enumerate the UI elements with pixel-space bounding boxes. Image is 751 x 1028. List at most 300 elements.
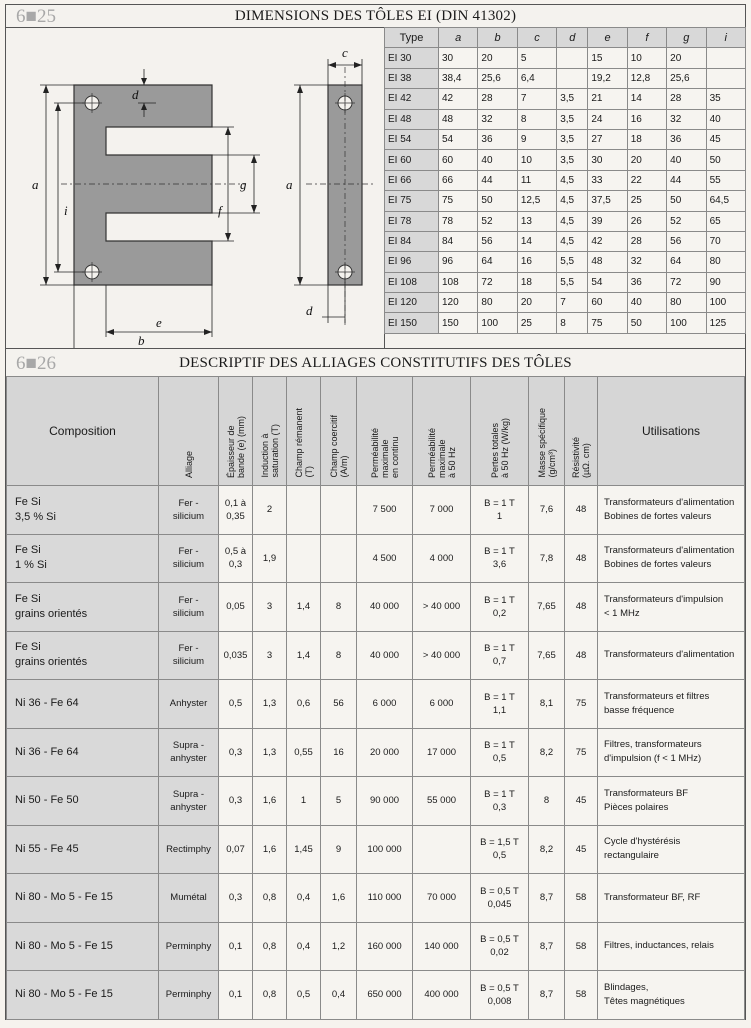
dimension-cell: 25: [517, 313, 556, 333]
dimension-cell: 25,6: [478, 68, 517, 88]
dimension-cell: 3,5: [557, 129, 588, 149]
dimension-cell: 100: [706, 293, 745, 313]
header-alliage: Alliage: [159, 377, 219, 486]
dimension-cell: 28: [667, 89, 706, 109]
utilisations-cell: Transformateurs BF Pièces polaires: [598, 777, 745, 826]
pertes-cell: B = 1 T 0,5: [471, 728, 529, 777]
epaisseur-cell: 0,5 à 0,3: [219, 534, 253, 583]
table-row: [385, 170, 746, 190]
masse-cell: 8,7: [529, 971, 565, 1020]
table-row: [385, 252, 746, 272]
masse-cell: 8,7: [529, 874, 565, 923]
dim-header-cell: c: [517, 28, 556, 48]
dimension-cell: 18: [627, 129, 666, 149]
section-number: 6■26: [16, 353, 56, 374]
dimension-cell: 11: [517, 170, 556, 190]
table-row: [7, 631, 745, 680]
dimension-cell: 48: [588, 252, 627, 272]
dimension-cell: 50: [706, 150, 745, 170]
permeabilite-50hz-cell: > 40 000: [413, 631, 471, 680]
dimension-cell: 66: [439, 170, 478, 190]
dimension-cell: 72: [478, 272, 517, 292]
header-permeabilite-continu: Perméabilité maximale en continu: [357, 377, 413, 486]
table-row: [7, 486, 745, 535]
dimension-cell: 15: [588, 48, 627, 68]
type-cell: EI 38: [385, 68, 439, 88]
dim-header-cell: e: [588, 28, 627, 48]
pertes-cell: B = 1,5 T 0,5: [471, 825, 529, 874]
epaisseur-cell: 0,3: [219, 777, 253, 826]
dim-header-cell: f: [627, 28, 666, 48]
masse-cell: 7,6: [529, 486, 565, 535]
header-champ-coercitif: Champ coercitif (A/m): [321, 377, 357, 486]
dimension-cell: 44: [667, 170, 706, 190]
header-epaisseur: Épaisseur de bande (e) (mm): [219, 377, 253, 486]
dimension-cell: 8: [517, 109, 556, 129]
table-row: [385, 293, 746, 313]
resistivite-cell: 58: [565, 971, 598, 1020]
dimension-cell: 45: [706, 129, 745, 149]
table-row: [7, 971, 745, 1020]
composition-cell: Ni 50 - Fe 50: [7, 777, 159, 826]
type-cell: EI 96: [385, 252, 439, 272]
champ-remanent-cell: 0,6: [287, 680, 321, 729]
champ-remanent-cell: 0,55: [287, 728, 321, 777]
utilisations-cell: Transformateurs d'alimentation: [598, 631, 745, 680]
permeabilite-50hz-cell: 4 000: [413, 534, 471, 583]
type-cell: EI 60: [385, 150, 439, 170]
induction-cell: 0,8: [253, 922, 287, 971]
dim-header-cell: Type: [385, 28, 439, 48]
dimension-cell: 120: [439, 293, 478, 313]
dimension-cell: 54: [588, 272, 627, 292]
table-row: [385, 272, 746, 292]
champ-remanent-cell: [287, 534, 321, 583]
champ-coercitif-cell: 1,2: [321, 922, 357, 971]
dimension-cell: 32: [667, 109, 706, 129]
dimension-cell: 60: [588, 293, 627, 313]
dim-header-cell: d: [557, 28, 588, 48]
champ-remanent-cell: 0,4: [287, 874, 321, 923]
induction-cell: 1,6: [253, 825, 287, 874]
dimensions-table: [384, 27, 746, 334]
pertes-cell: B = 0,5 T 0,008: [471, 971, 529, 1020]
dimension-cell: 6,4: [517, 68, 556, 88]
champ-coercitif-cell: 56: [321, 680, 357, 729]
dimension-cell: 36: [627, 272, 666, 292]
epaisseur-cell: 0,1: [219, 971, 253, 1020]
composition-cell: Ni 80 - Mo 5 - Fe 15: [7, 971, 159, 1020]
induction-cell: 1,3: [253, 728, 287, 777]
dim-header-cell: a: [439, 28, 478, 48]
permeabilite-50hz-cell: 55 000: [413, 777, 471, 826]
dimension-cell: 19,2: [588, 68, 627, 88]
table-row: [385, 68, 746, 88]
composition-cell: Fe Si 1 % Si: [7, 534, 159, 583]
champ-remanent-cell: [287, 486, 321, 535]
dimension-cell: 84: [439, 231, 478, 251]
dimension-cell: 20: [517, 293, 556, 313]
dimension-cell: 28: [627, 231, 666, 251]
dimension-cell: 7: [517, 89, 556, 109]
induction-cell: 2: [253, 486, 287, 535]
dimension-cell: 20: [627, 150, 666, 170]
composition-cell: Ni 55 - Fe 45: [7, 825, 159, 874]
dimension-cell: 4,5: [557, 170, 588, 190]
table-row: [385, 48, 746, 68]
permeabilite-continu-cell: 6 000: [357, 680, 413, 729]
header-utilisations: Utilisations: [598, 377, 745, 486]
champ-coercitif-cell: 1,6: [321, 874, 357, 923]
dim-header-cell: g: [667, 28, 706, 48]
dimension-cell: 4,5: [557, 231, 588, 251]
dimension-cell: 108: [439, 272, 478, 292]
dimension-cell: 55: [706, 170, 745, 190]
pertes-cell: B = 1 T 1: [471, 486, 529, 535]
label-g: g: [240, 177, 247, 192]
permeabilite-continu-cell: 100 000: [357, 825, 413, 874]
table-row: [7, 534, 745, 583]
champ-coercitif-cell: 8: [321, 583, 357, 632]
champ-remanent-cell: 0,4: [287, 922, 321, 971]
dimension-cell: 75: [439, 191, 478, 211]
dimension-cell: 50: [478, 191, 517, 211]
dimension-cell: 50: [667, 191, 706, 211]
masse-cell: 8,2: [529, 825, 565, 874]
resistivite-cell: 58: [565, 874, 598, 923]
utilisations-cell: Filtres, inductances, relais: [598, 922, 745, 971]
header-pertes: Pertes totales à 50 Hz (W/kg): [471, 377, 529, 486]
table-row: [7, 680, 745, 729]
type-cell: EI 48: [385, 109, 439, 129]
champ-coercitif-cell: [321, 486, 357, 535]
masse-cell: 8,1: [529, 680, 565, 729]
dimension-cell: 64: [667, 252, 706, 272]
dimension-cell: 40: [627, 293, 666, 313]
composition-cell: Fe Si grains orientés: [7, 583, 159, 632]
induction-cell: 1,9: [253, 534, 287, 583]
dimension-cell: 14: [627, 89, 666, 109]
section-title: DESCRIPTIF DES ALLIAGES CONSTITUTIFS DES TÔLES: [179, 354, 572, 371]
resistivite-cell: 48: [565, 583, 598, 632]
dimension-cell: 7: [557, 293, 588, 313]
induction-cell: 3: [253, 583, 287, 632]
label-b: b: [138, 333, 145, 348]
dimension-cell: 12,5: [517, 191, 556, 211]
dimension-cell: 18: [517, 272, 556, 292]
composition-cell: Ni 80 - Mo 5 - Fe 15: [7, 922, 159, 971]
table-row: [385, 89, 746, 109]
type-cell: EI 78: [385, 211, 439, 231]
section-title: DIMENSIONS DES TÔLES EI (DIN 41302): [234, 7, 517, 24]
dimension-cell: 56: [478, 231, 517, 251]
header-permeabilite-50hz: Perméabilité maximale à 50 Hz: [413, 377, 471, 486]
dimension-cell: 8: [557, 313, 588, 333]
champ-remanent-cell: 1,4: [287, 583, 321, 632]
header-composition: Composition: [7, 377, 159, 486]
alliage-cell: Perminphy: [159, 971, 219, 1020]
alliage-cell: Perminphy: [159, 922, 219, 971]
utilisations-cell: Transformateur BF, RF: [598, 874, 745, 923]
dimension-cell: 125: [706, 313, 745, 333]
induction-cell: 0,8: [253, 971, 287, 1020]
dimension-cell: 40: [667, 150, 706, 170]
utilisations-cell: Filtres, transformateurs d'impulsion (f < 1 MHz): [598, 728, 745, 777]
induction-cell: 1,6: [253, 777, 287, 826]
type-cell: EI 54: [385, 129, 439, 149]
composition-cell: Fe Si grains orientés: [7, 631, 159, 680]
dimension-cell: 64: [478, 252, 517, 272]
masse-cell: 8: [529, 777, 565, 826]
permeabilite-continu-cell: 650 000: [357, 971, 413, 1020]
dimension-cell: 10: [627, 48, 666, 68]
masse-cell: 7,65: [529, 583, 565, 632]
dimension-cell: 22: [627, 170, 666, 190]
dimension-cell: 100: [478, 313, 517, 333]
dimension-cell: 64,5: [706, 191, 745, 211]
utilisations-cell: Transformateurs d'impulsion < 1 MHz: [598, 583, 745, 632]
champ-remanent-cell: 0,5: [287, 971, 321, 1020]
epaisseur-cell: 0,035: [219, 631, 253, 680]
dimension-cell: 96: [439, 252, 478, 272]
label-a-i: a: [286, 177, 293, 192]
pertes-cell: B = 0,5 T 0,045: [471, 874, 529, 923]
champ-coercitif-cell: 5: [321, 777, 357, 826]
dimension-cell: [557, 68, 588, 88]
resistivite-cell: 48: [565, 534, 598, 583]
dimension-cell: 39: [588, 211, 627, 231]
permeabilite-continu-cell: 20 000: [357, 728, 413, 777]
dimension-cell: [557, 48, 588, 68]
dimension-cell: 12,8: [627, 68, 666, 88]
type-cell: EI 66: [385, 170, 439, 190]
permeabilite-50hz-cell: [413, 825, 471, 874]
permeabilite-50hz-cell: > 40 000: [413, 583, 471, 632]
dimension-cell: 21: [588, 89, 627, 109]
dimension-cell: 80: [706, 252, 745, 272]
dimension-cell: 75: [588, 313, 627, 333]
table-row: [7, 825, 745, 874]
dimension-cell: 5: [517, 48, 556, 68]
table-row: [385, 313, 746, 333]
label-d-i: d: [306, 303, 313, 318]
dimension-cell: 70: [706, 231, 745, 251]
composition-cell: Ni 36 - Fe 64: [7, 728, 159, 777]
epaisseur-cell: 0,07: [219, 825, 253, 874]
dimension-cell: 38,4: [439, 68, 478, 88]
epaisseur-cell: 0,3: [219, 874, 253, 923]
pertes-cell: B = 1 T 0,2: [471, 583, 529, 632]
epaisseur-cell: 0,1 à 0,35: [219, 486, 253, 535]
permeabilite-continu-cell: 160 000: [357, 922, 413, 971]
resistivite-cell: 45: [565, 825, 598, 874]
epaisseur-cell: 0,05: [219, 583, 253, 632]
alliage-cell: Anhyster: [159, 680, 219, 729]
table-row: [385, 191, 746, 211]
champ-coercitif-cell: 16: [321, 728, 357, 777]
label-d: d: [132, 87, 139, 102]
section-number: 6■25: [16, 6, 56, 27]
dimension-cell: 5,5: [557, 272, 588, 292]
dimension-cell: 36: [667, 129, 706, 149]
alliage-cell: Supra - anhyster: [159, 728, 219, 777]
permeabilite-continu-cell: 4 500: [357, 534, 413, 583]
table-row: [7, 874, 745, 923]
type-cell: EI 42: [385, 89, 439, 109]
dimension-cell: 42: [588, 231, 627, 251]
label-a: a: [32, 177, 39, 192]
dimension-cell: 60: [439, 150, 478, 170]
dimension-cell: 44: [478, 170, 517, 190]
epaisseur-cell: 0,1: [219, 922, 253, 971]
permeabilite-50hz-cell: 17 000: [413, 728, 471, 777]
champ-coercitif-cell: 9: [321, 825, 357, 874]
dimension-cell: 100: [667, 313, 706, 333]
label-i: i: [64, 203, 68, 218]
masse-cell: 7,8: [529, 534, 565, 583]
permeabilite-continu-cell: 90 000: [357, 777, 413, 826]
dimension-cell: 13: [517, 211, 556, 231]
dimension-cell: 150: [439, 313, 478, 333]
page: [5, 4, 746, 1020]
resistivite-cell: 75: [565, 680, 598, 729]
alliage-cell: Mumétal: [159, 874, 219, 923]
dimension-cell: 56: [667, 231, 706, 251]
table-row: [385, 129, 746, 149]
table-row: [7, 777, 745, 826]
permeabilite-continu-cell: 40 000: [357, 631, 413, 680]
resistivite-cell: 58: [565, 922, 598, 971]
section-header-6-26: [6, 348, 745, 378]
dimension-cell: 9: [517, 129, 556, 149]
table-row: [385, 109, 746, 129]
table-row: [7, 583, 745, 632]
champ-remanent-cell: 1: [287, 777, 321, 826]
dimension-cell: 36: [478, 129, 517, 149]
dimension-cell: 30: [439, 48, 478, 68]
header-champ-remanent: Champ rémanent (T): [287, 377, 321, 486]
dimension-cell: 14: [517, 231, 556, 251]
dimension-cell: 32: [478, 109, 517, 129]
masse-cell: 7,65: [529, 631, 565, 680]
dimension-cell: 26: [627, 211, 666, 231]
utilisations-cell: Transformateurs et filtres basse fréquence: [598, 680, 745, 729]
dimension-cell: 80: [478, 293, 517, 313]
pertes-cell: B = 1 T 3,6: [471, 534, 529, 583]
composition-cell: Ni 80 - Mo 5 - Fe 15: [7, 874, 159, 923]
resistivite-cell: 48: [565, 631, 598, 680]
resistivite-cell: 45: [565, 777, 598, 826]
induction-cell: 3: [253, 631, 287, 680]
champ-remanent-cell: 1,4: [287, 631, 321, 680]
utilisations-cell: Transformateurs d'alimentation Bobines de fortes valeurs: [598, 534, 745, 583]
ei-lamination-drawing: [6, 27, 385, 348]
table-row: [7, 728, 745, 777]
type-cell: EI 30: [385, 48, 439, 68]
dimension-cell: 48: [439, 109, 478, 129]
dimension-cell: 40: [706, 109, 745, 129]
dimension-cell: 27: [588, 129, 627, 149]
dimension-cell: 52: [478, 211, 517, 231]
permeabilite-continu-cell: 40 000: [357, 583, 413, 632]
champ-coercitif-cell: 0,4: [321, 971, 357, 1020]
alliage-cell: Fer - silicium: [159, 583, 219, 632]
masse-cell: 8,2: [529, 728, 565, 777]
label-f: f: [218, 203, 222, 218]
dimension-cell: 16: [517, 252, 556, 272]
dimension-cell: 4,5: [557, 191, 588, 211]
table-row: [385, 211, 746, 231]
type-cell: EI 108: [385, 272, 439, 292]
dimension-cell: 37,5: [588, 191, 627, 211]
induction-cell: 1,3: [253, 680, 287, 729]
section-header-6-25: [6, 5, 745, 28]
permeabilite-continu-cell: 7 500: [357, 486, 413, 535]
permeabilite-50hz-cell: 140 000: [413, 922, 471, 971]
dimension-cell: 80: [667, 293, 706, 313]
epaisseur-cell: 0,3: [219, 728, 253, 777]
permeabilite-50hz-cell: 7 000: [413, 486, 471, 535]
ei-lamination-diagram: [6, 27, 384, 348]
alliage-cell: Fer - silicium: [159, 486, 219, 535]
resistivite-cell: 75: [565, 728, 598, 777]
dimension-cell: 5,5: [557, 252, 588, 272]
dimension-cell: 3,5: [557, 150, 588, 170]
table-row: [7, 922, 745, 971]
alliage-cell: Rectimphy: [159, 825, 219, 874]
type-cell: EI 150: [385, 313, 439, 333]
dimension-cell: 30: [588, 150, 627, 170]
label-e: e: [156, 315, 162, 330]
e-lamination-shape: [74, 85, 212, 285]
table-row: [385, 150, 746, 170]
type-cell: EI 75: [385, 191, 439, 211]
permeabilite-50hz-cell: 6 000: [413, 680, 471, 729]
epaisseur-cell: 0,5: [219, 680, 253, 729]
dimension-cell: 78: [439, 211, 478, 231]
header-resistivite: Résistivité (µΩ. cm): [565, 377, 598, 486]
type-cell: EI 84: [385, 231, 439, 251]
champ-remanent-cell: 1,45: [287, 825, 321, 874]
pertes-cell: B = 1 T 0,7: [471, 631, 529, 680]
dimension-cell: 90: [706, 272, 745, 292]
dimension-cell: 72: [667, 272, 706, 292]
champ-coercitif-cell: [321, 534, 357, 583]
dimension-cell: 65: [706, 211, 745, 231]
dim-header-cell: b: [478, 28, 517, 48]
dimension-cell: 52: [667, 211, 706, 231]
permeabilite-continu-cell: 110 000: [357, 874, 413, 923]
alliage-cell: Fer - silicium: [159, 534, 219, 583]
dimension-cell: 40: [478, 150, 517, 170]
dimension-cell: 54: [439, 129, 478, 149]
alloys-table: [6, 376, 745, 1020]
composition-cell: Fe Si 3,5 % Si: [7, 486, 159, 535]
masse-cell: 8,7: [529, 922, 565, 971]
dimension-cell: 24: [588, 109, 627, 129]
pertes-cell: B = 1 T 1,1: [471, 680, 529, 729]
label-c: c: [342, 45, 348, 60]
dimension-cell: 10: [517, 150, 556, 170]
induction-cell: 0,8: [253, 874, 287, 923]
pertes-cell: B = 0,5 T 0,02: [471, 922, 529, 971]
dimension-cell: 20: [478, 48, 517, 68]
header-masse: Masse spécifique (g/cm³): [529, 377, 565, 486]
dimension-cell: [706, 68, 745, 88]
resistivite-cell: 48: [565, 486, 598, 535]
permeabilite-50hz-cell: 400 000: [413, 971, 471, 1020]
utilisations-cell: Cycle d'hystérésis rectangulaire: [598, 825, 745, 874]
